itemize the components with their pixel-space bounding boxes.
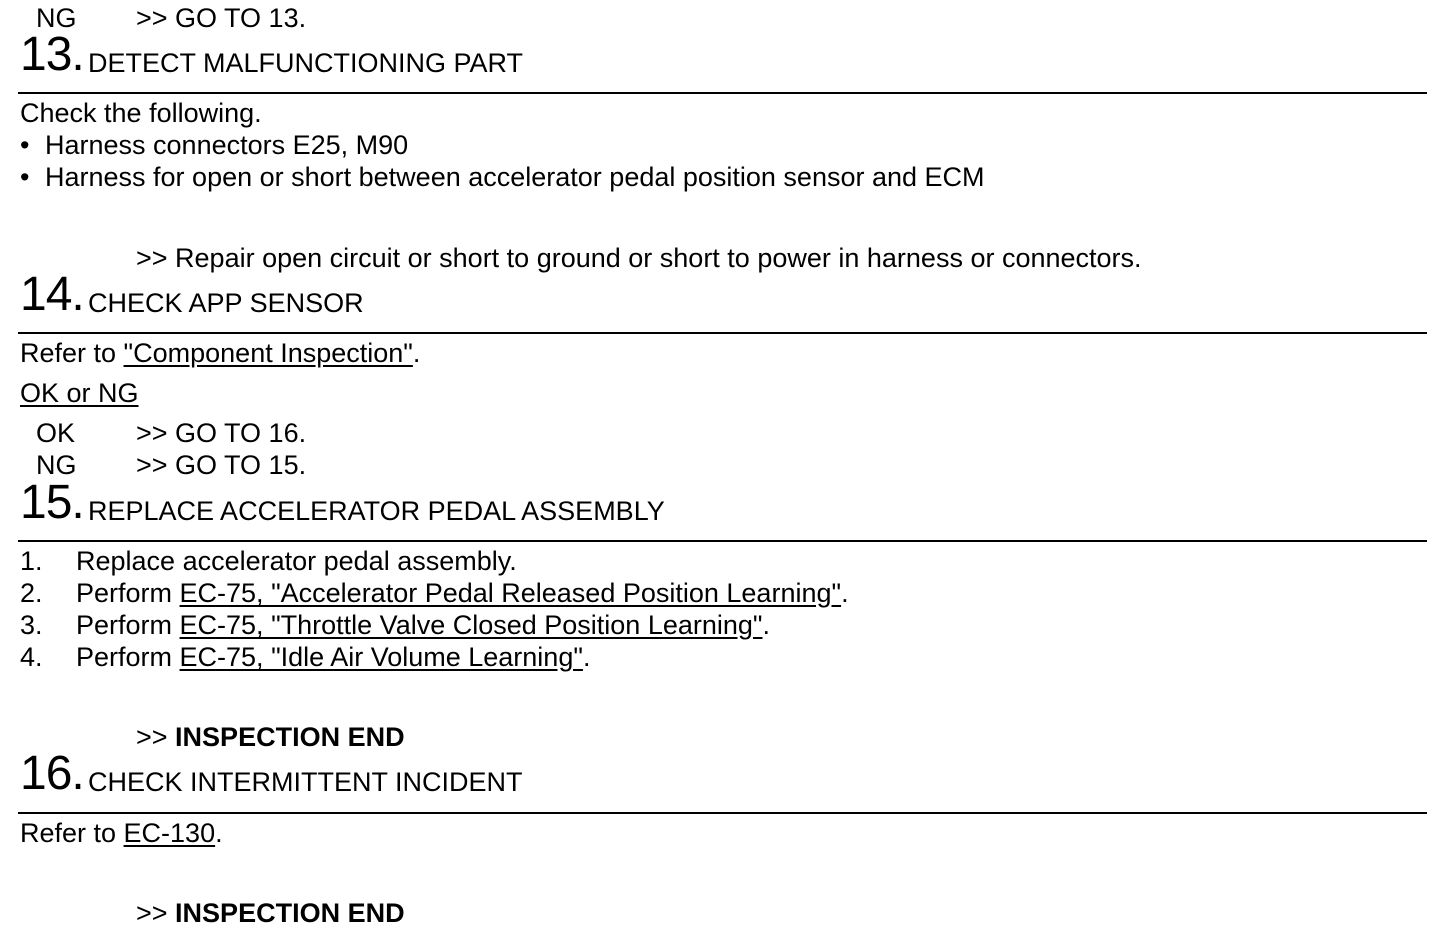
step16-number: 16. (20, 747, 84, 800)
inspection-end-label: INSPECTION END (175, 898, 405, 928)
item-prefix: Perform (76, 578, 180, 608)
step13-divider (18, 92, 1427, 94)
accelerator-pedal-learning-link[interactable]: EC-75, "Accelerator Pedal Released Position Learning" (179, 578, 842, 608)
step15-number: 15. (20, 476, 84, 529)
bullet-text: Harness for open or short between accelerator pedal position sensor and ECM (45, 162, 985, 192)
step14-title: CHECK APP SENSOR (88, 288, 364, 318)
bullet-mark: • (20, 162, 30, 192)
item-text: Replace accelerator pedal assembly. (76, 546, 517, 576)
step15-result (136, 721, 405, 753)
step16-refer (20, 817, 223, 849)
step16-divider (18, 812, 1427, 814)
ec-130-link[interactable]: EC-130 (123, 818, 216, 848)
step13-number: 13. (20, 28, 84, 81)
bullet-mark: • (20, 130, 30, 160)
step14-ok-label: OK (36, 418, 76, 448)
item-suffix: . (841, 578, 849, 608)
idle-air-volume-learning-link[interactable]: EC-75, "Idle Air Volume Learning" (179, 642, 583, 672)
step14-ok-action: >> GO TO 16. (136, 418, 307, 448)
step14-number: 14. (20, 268, 84, 321)
item-prefix: Perform (76, 642, 180, 672)
item-prefix: Perform (76, 610, 180, 640)
item-number: 2. (20, 578, 43, 608)
component-inspection-link[interactable]: "Component Inspection" (123, 338, 413, 368)
item-text (76, 609, 770, 641)
bullet-text: Harness connectors E25, M90 (45, 130, 409, 160)
item-text (76, 641, 590, 673)
step14-divider (18, 332, 1427, 334)
step15-title: REPLACE ACCELERATOR PEDAL ASSEMBLY (88, 496, 665, 526)
step13-title: DETECT MALFUNCTIONING PART (88, 48, 524, 78)
item-number: 4. (20, 642, 43, 672)
item-number: 1. (20, 546, 43, 576)
throttle-valve-learning-link[interactable]: EC-75, "Throttle Valve Closed Position Learning" (179, 610, 763, 640)
refer-suffix: . (412, 338, 421, 368)
refer-suffix: . (215, 818, 223, 848)
item-number: 3. (20, 610, 43, 640)
inspection-end-label: INSPECTION END (175, 722, 405, 752)
step14-refer (20, 337, 420, 369)
step13-result: >> Repair open circuit or short to ground or short to power in harness or connectors. (136, 243, 1142, 273)
refer-prefix: Refer to (20, 338, 124, 368)
result-prefix: >> (136, 898, 176, 928)
item-text (76, 577, 849, 609)
step14-ng-label: NG (36, 450, 77, 480)
result-prefix: >> (136, 722, 176, 752)
step16-title: CHECK INTERMITTENT INCIDENT (88, 767, 523, 797)
step15-divider (18, 540, 1427, 542)
ok-or-ng-label: OK or NG (20, 378, 139, 408)
item-suffix: . (762, 610, 771, 640)
step16-result (136, 897, 405, 929)
step12-ng-action: >> GO TO 13. (136, 3, 307, 33)
item-suffix: . (582, 642, 591, 672)
step12-ng-label: NG (36, 3, 77, 33)
refer-prefix: Refer to (20, 818, 124, 848)
step14-ng-action: >> GO TO 15. (136, 450, 307, 480)
step13-intro: Check the following. (20, 98, 262, 128)
